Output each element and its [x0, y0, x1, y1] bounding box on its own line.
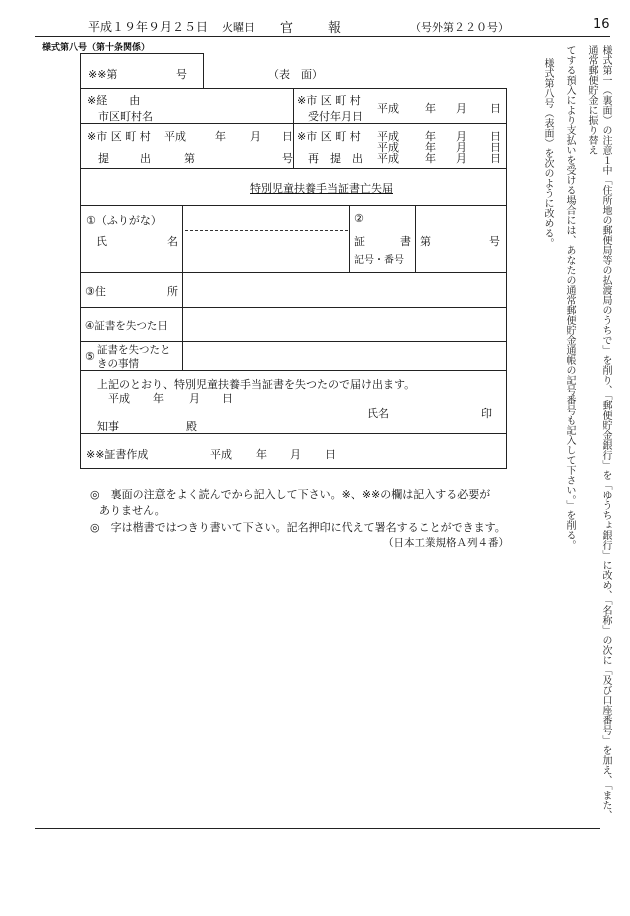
circumstances-label: 証書を失つたと [97, 344, 171, 356]
year: 年 [256, 448, 267, 461]
era: 平成 [377, 130, 399, 143]
form-title: 特別児童扶養手当証書亡失届 [250, 182, 393, 195]
submit-label: 提 [98, 152, 109, 165]
year: 年 [425, 130, 436, 143]
note: ありません。 [99, 504, 166, 517]
number-prefix: 第 [420, 235, 431, 248]
rule [182, 205, 183, 370]
rule [349, 205, 350, 272]
amendment-text: 様式第一（裏面）の注意１中「住所地の郵便局等の払渡局のうちで」を削り、「郵便貯金銀行」を「ゆうちょ銀行」に改め、「名称」の次に「及び口座番号」を加え、「また、通常郵便貯金に振り替え [586, 45, 611, 820]
rule [80, 433, 507, 434]
paper-standard: （日本工業規格Ａ列４番） [383, 537, 509, 549]
day: 日 [490, 102, 501, 115]
day: 日 [282, 130, 293, 143]
year: 年 [425, 102, 436, 115]
seal-label: 印 [481, 407, 492, 420]
day: 日 [490, 130, 501, 143]
rule [80, 205, 507, 206]
certificate-label: 証 [354, 235, 365, 248]
submit-label: 出 [140, 152, 151, 165]
number-suffix: 号 [176, 68, 187, 81]
day: 日 [222, 392, 233, 405]
amendment-text: てする預入により支払いを受ける場合には、あなたの通常郵便貯金通帳の記号番号も記入して下さい。」を削る。 [564, 45, 575, 550]
received-date-label: 受付年月日 [308, 110, 363, 123]
rule [293, 88, 294, 168]
via-label: ※経 由 [87, 94, 141, 107]
month: 月 [456, 152, 467, 165]
issue-label: ※※証書作成 [86, 448, 149, 461]
amendment-text: 様式第八号（表面）を次のように改める。 [542, 58, 553, 248]
day: 日 [490, 141, 501, 154]
header-title-1: 官 [280, 21, 294, 36]
day: 日 [325, 448, 336, 461]
note: ◎ 字は楷書ではつきり書いて下さい。記名押印に代えて署名することができます。 [90, 521, 506, 534]
rule [80, 307, 507, 308]
month: 月 [250, 130, 261, 143]
number-prefix: 第 [184, 152, 195, 165]
name-label: 氏名 [367, 407, 389, 420]
circumstances-label: きの事情 [97, 358, 139, 370]
rule [80, 272, 507, 273]
number-suffix: 号 [489, 235, 500, 248]
certificate-label: 書 [400, 235, 411, 248]
furigana-label: ①（ふりがな） [86, 214, 162, 227]
era: 平成 [210, 448, 232, 461]
lost-date-label: ④証書を失つた日 [85, 320, 168, 332]
rule [415, 205, 416, 272]
year: 年 [425, 152, 436, 165]
page-number: 16 [593, 17, 610, 32]
month: 月 [189, 392, 200, 405]
header-rule [35, 36, 610, 37]
furigana-divider [185, 230, 348, 231]
name-label: 氏 [96, 235, 107, 248]
era: 平成 [377, 152, 399, 165]
form-label: 様式第八号（第十条関係） [42, 43, 151, 53]
rule [80, 168, 507, 169]
municipality-label: ※市 区 町 村 [297, 130, 361, 143]
era: 平成 [164, 130, 186, 143]
certificate-number-label: ② [354, 212, 364, 225]
side-label: （表 面） [268, 68, 323, 81]
resubmit-label: 再 提 出 [308, 152, 363, 165]
municipality-label: ※市 区 町 村 [87, 130, 151, 143]
era: 平成 [377, 102, 399, 115]
governor-label: 知事 [97, 420, 119, 433]
address-label: 所 [167, 285, 178, 298]
header-weekday: 火曜日 [222, 21, 255, 34]
day: 日 [490, 152, 501, 165]
footer-rule [35, 828, 600, 829]
municipality-name-label: 市区町村名 [98, 110, 153, 123]
rule [80, 370, 507, 371]
circumstances-label: ⑤ [85, 350, 95, 363]
header-date: 平成１９年９月２５日 [88, 20, 209, 34]
month: 月 [456, 102, 467, 115]
honorific-label: 殿 [186, 420, 197, 433]
number-suffix: 号 [282, 152, 293, 165]
declaration-text: 上記のとおり、特別児童扶養手当証書を失つたので届け出ます。 [97, 378, 416, 391]
year: 年 [215, 130, 226, 143]
certificate-number-label: 記号・番号 [354, 255, 404, 266]
name-label: 名 [167, 235, 178, 248]
address-label: ③住 [85, 285, 106, 298]
month: 月 [456, 141, 467, 154]
era: 平成 [377, 141, 399, 154]
year: 年 [425, 141, 436, 154]
note: ◎ 裏面の注意をよく読んでから記入して下さい。※、※※の欄は記入する必要が [90, 488, 491, 501]
header-issue: （号外第２２０号） [410, 21, 509, 34]
municipality-label: ※市 区 町 村 [297, 94, 361, 107]
month: 月 [456, 130, 467, 143]
header-title-2: 報 [328, 21, 342, 36]
number-prefix: ※※第 [88, 68, 118, 81]
era: 平成 [108, 392, 130, 405]
month: 月 [290, 448, 301, 461]
year: 年 [153, 392, 164, 405]
